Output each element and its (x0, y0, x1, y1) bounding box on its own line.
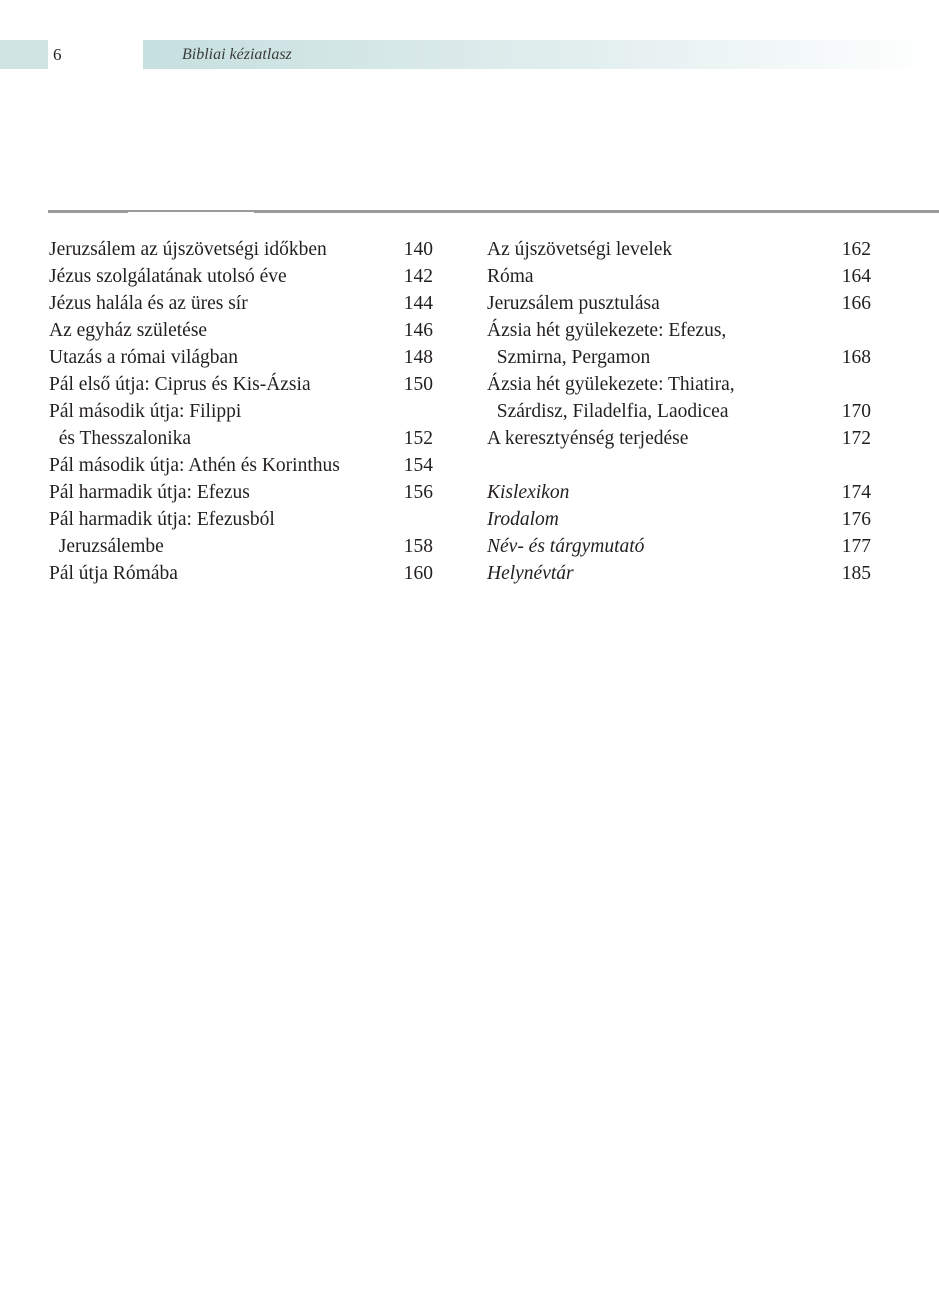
toc-entry-title: Ázsia hét gyülekezete: Thiatira, (487, 374, 735, 395)
toc-entry-appendix[interactable] (487, 506, 871, 533)
toc-entry[interactable] (487, 344, 871, 371)
toc-entry-title: Ázsia hét gyülekezete: Efezus, (487, 320, 727, 341)
toc-entry[interactable] (49, 398, 433, 425)
toc-entry[interactable] (49, 371, 433, 398)
toc-entry-page: 140 (403, 239, 433, 260)
toc-entry[interactable] (49, 317, 433, 344)
toc-entry-page: 166 (841, 293, 871, 314)
toc-entry-page: 160 (403, 563, 433, 584)
toc-entry-title: Róma (487, 266, 534, 287)
toc-entry-page: 185 (841, 563, 871, 584)
toc-entry-page: 174 (841, 482, 871, 503)
toc-entry[interactable] (487, 371, 871, 398)
toc-entry-title: Szárdisz, Filadelfia, Laodicea (487, 401, 729, 422)
toc-entry-title: Az egyház születése (49, 320, 208, 341)
header-page-number-band (0, 40, 48, 69)
toc-entry-title: Jeruzsálembe (49, 536, 164, 557)
toc-entry-page: 172 (841, 428, 871, 449)
toc-entry[interactable] (49, 533, 433, 560)
toc-entry-title: Irodalom (487, 509, 559, 530)
toc-entry[interactable] (49, 452, 433, 479)
toc-entry[interactable] (49, 506, 433, 533)
toc-entry[interactable] (487, 236, 871, 263)
toc-entry[interactable] (49, 425, 433, 452)
toc-entry[interactable] (49, 263, 433, 290)
toc-entry-page: 150 (403, 374, 433, 395)
toc-entry-title: Pál harmadik útja: Efezus (49, 482, 250, 503)
toc-entry-appendix[interactable] (487, 560, 871, 587)
toc-entry-title: Pál második útja: Filippi (49, 401, 242, 422)
toc-left-column (49, 236, 433, 587)
toc-entry-appendix[interactable] (487, 533, 871, 560)
toc-entry-title: Jeruzsálem pusztulása (487, 293, 660, 314)
toc-entry-title: Utazás a római világban (49, 347, 238, 368)
toc-entry-title: Pál útja Rómába (49, 563, 178, 584)
toc-entry-title: Jézus halála és az üres sír (49, 293, 248, 314)
toc-entry-title: Pál harmadik útja: Efezusból (49, 509, 275, 530)
toc-entry-page: 170 (841, 401, 871, 422)
toc-entry-page: 144 (403, 293, 433, 314)
toc-entry-title: Kislexikon (487, 482, 570, 503)
toc-entry-title: Név- és tárgymutató (487, 536, 645, 557)
toc-entry[interactable] (49, 560, 433, 587)
page-number: 6 (53, 45, 62, 64)
toc-entry-title: Szmirna, Pergamon (487, 347, 651, 368)
toc-entry[interactable] (487, 398, 871, 425)
toc-entry-page: 142 (403, 266, 433, 287)
running-title: Bibliai kéziatlasz (182, 46, 292, 63)
toc-entry-page: 158 (403, 536, 433, 557)
toc-entry[interactable] (49, 236, 433, 263)
toc-entry-appendix[interactable] (487, 479, 871, 506)
toc-spacer (487, 452, 871, 479)
toc-entry-page: 176 (841, 509, 871, 530)
toc-entry-page: 168 (841, 347, 871, 368)
toc-entry-title: és Thesszalonika (49, 428, 192, 449)
toc-entry-page: 162 (841, 239, 871, 260)
toc-entry[interactable] (487, 425, 871, 452)
toc-entry[interactable] (49, 479, 433, 506)
toc-entry-page: 152 (403, 428, 433, 449)
toc-entry-title: A keresztyénség terjedése (487, 428, 689, 449)
toc-entry-title: Helynévtár (487, 563, 574, 584)
section-divider-highlight (128, 212, 254, 213)
toc-entry-title: Pál első útja: Ciprus és Kis-Ázsia (49, 374, 311, 395)
toc-entry[interactable] (49, 344, 433, 371)
toc-entry-page: 148 (403, 347, 433, 368)
toc-entry-title: Jeruzsálem az újszövetségi időkben (49, 239, 327, 260)
toc-entry-page: 156 (403, 482, 433, 503)
toc-right-column (487, 236, 871, 587)
toc-entry-title: Pál második útja: Athén és Korinthus (49, 455, 340, 476)
toc-entry-title: Jézus szolgálatának utolsó éve (49, 266, 287, 287)
toc-entry[interactable] (487, 317, 871, 344)
toc-entry[interactable] (49, 290, 433, 317)
toc-entry-page: 146 (403, 320, 433, 341)
toc-entry-page: 177 (841, 536, 871, 557)
toc-entry[interactable] (487, 263, 871, 290)
toc-entry-title: Az újszövetségi levelek (487, 239, 673, 260)
toc-entry-page: 164 (841, 266, 871, 287)
toc-entry[interactable] (487, 290, 871, 317)
toc-entry-page: 154 (403, 455, 433, 476)
